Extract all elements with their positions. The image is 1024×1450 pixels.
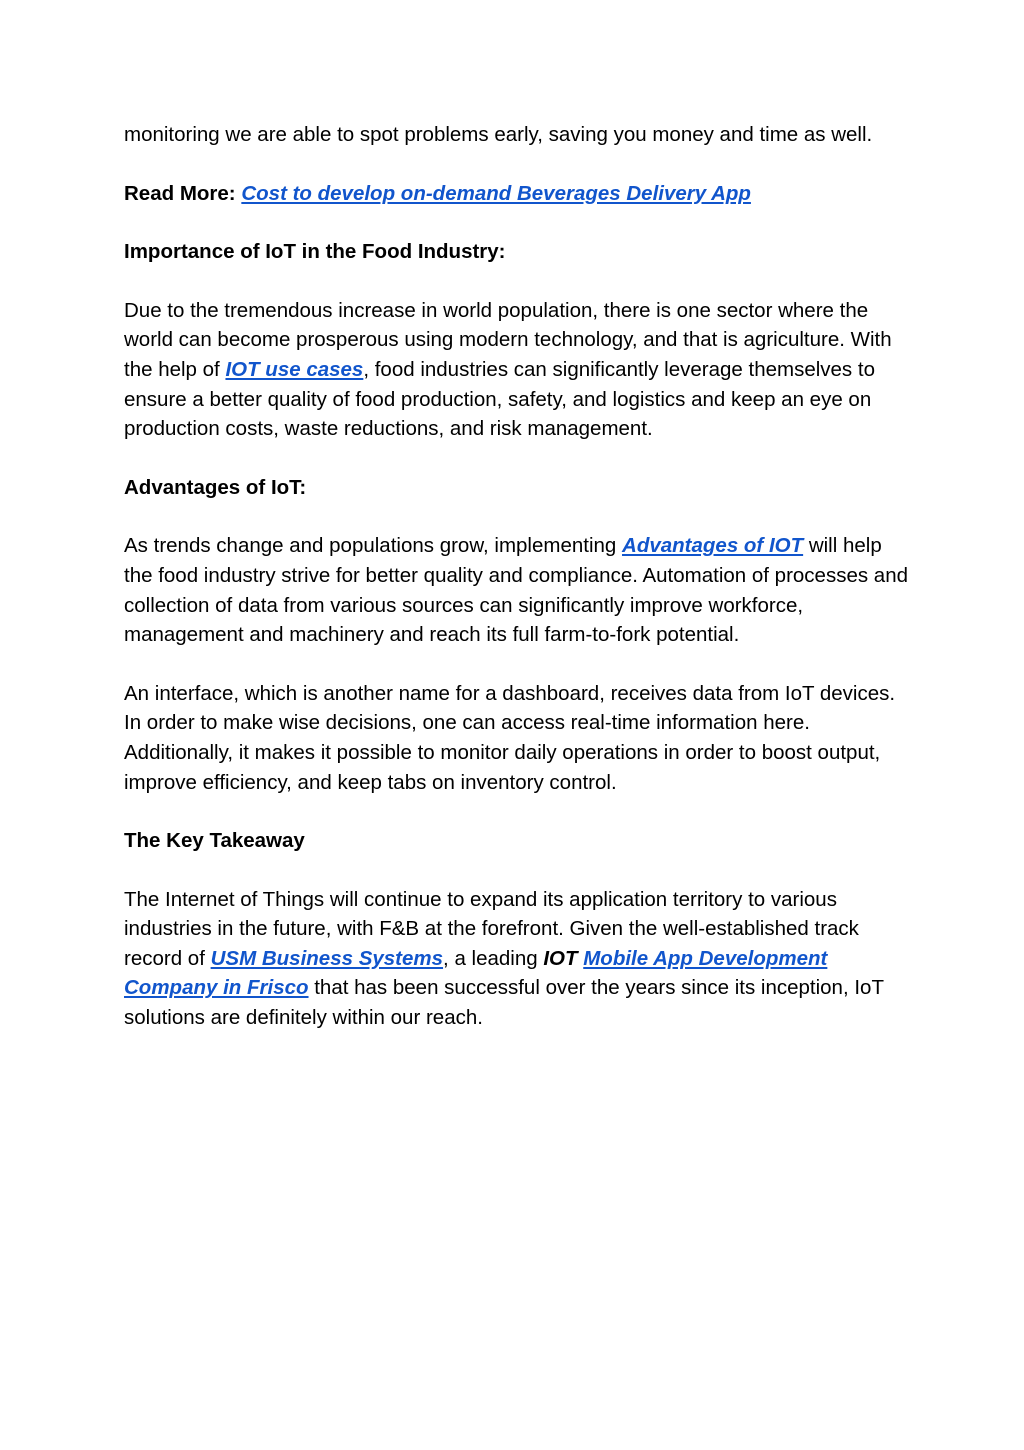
read-more-label: Read More: xyxy=(124,181,236,205)
advantages-of-iot-link[interactable]: Advantages of IOT xyxy=(622,534,804,558)
heading-importance: Importance of IoT in the Food Industry: xyxy=(124,240,506,264)
dashboard-paragraph: An interface, which is another name for a dashboard, receives data from IoT devices. In order to make wise decisions, one can access real-time information here. Additionally, it makes it possible to monitor daily operations in order to boost output, improve efficiency, and keep tabs on inventory control. xyxy=(124,681,896,794)
importance-text-before: Due to the tremendous increase in world population, there is one sector where the world can become prosperous using modern technology, and that is agriculture. With the help of xyxy=(124,298,892,381)
takeaway-text-after: that has been successful over the years since its inception, IoT solutions are definitely within our reach. xyxy=(124,976,884,1030)
advantages-paragraph xyxy=(124,531,914,649)
heading-takeaway: The Key Takeaway xyxy=(124,829,305,853)
usm-business-systems-link[interactable]: USM Business Systems xyxy=(210,946,444,970)
takeaway-text-before: The Internet of Things will continue to expand its application territory to various industries in the future, with F&B at the forefront. Given the well-established track record of xyxy=(124,887,859,970)
advantages-text-before: As trends change and populations grow, implementing xyxy=(124,534,623,558)
iot-use-cases-link[interactable]: IOT use cases xyxy=(225,357,364,381)
heading-advantages: Advantages of IoT: xyxy=(124,475,307,499)
importance-paragraph xyxy=(124,296,914,444)
read-more-link[interactable]: Cost to develop on-demand Beverages Delivery App xyxy=(241,181,751,205)
takeaway-text-middle: , a leading xyxy=(443,946,544,970)
importance-text-after: , food industries can significantly leverage themselves to ensure a better quality of food production, safety, and logistics and keep an eye on production costs, waste reductions, and risk management. xyxy=(124,357,875,441)
advantages-text-after: will help the food industry strive for better quality and compliance. Automation of processes and collection of data from various sources can significantly improve workforce, management and machinery and reach its full farm-to-fork potential. xyxy=(124,534,908,647)
mobile-app-company-link[interactable]: Mobile App Development Company in Frisco xyxy=(124,946,828,1000)
read-more-line xyxy=(124,179,914,209)
document-page xyxy=(124,120,914,1062)
takeaway-iot-emphasis: IOT xyxy=(543,946,578,970)
intro-text: monitoring we are able to spot problems early, saving you money and time as well. xyxy=(124,123,873,146)
takeaway-paragraph xyxy=(124,885,914,1033)
intro-paragraph xyxy=(124,120,914,150)
